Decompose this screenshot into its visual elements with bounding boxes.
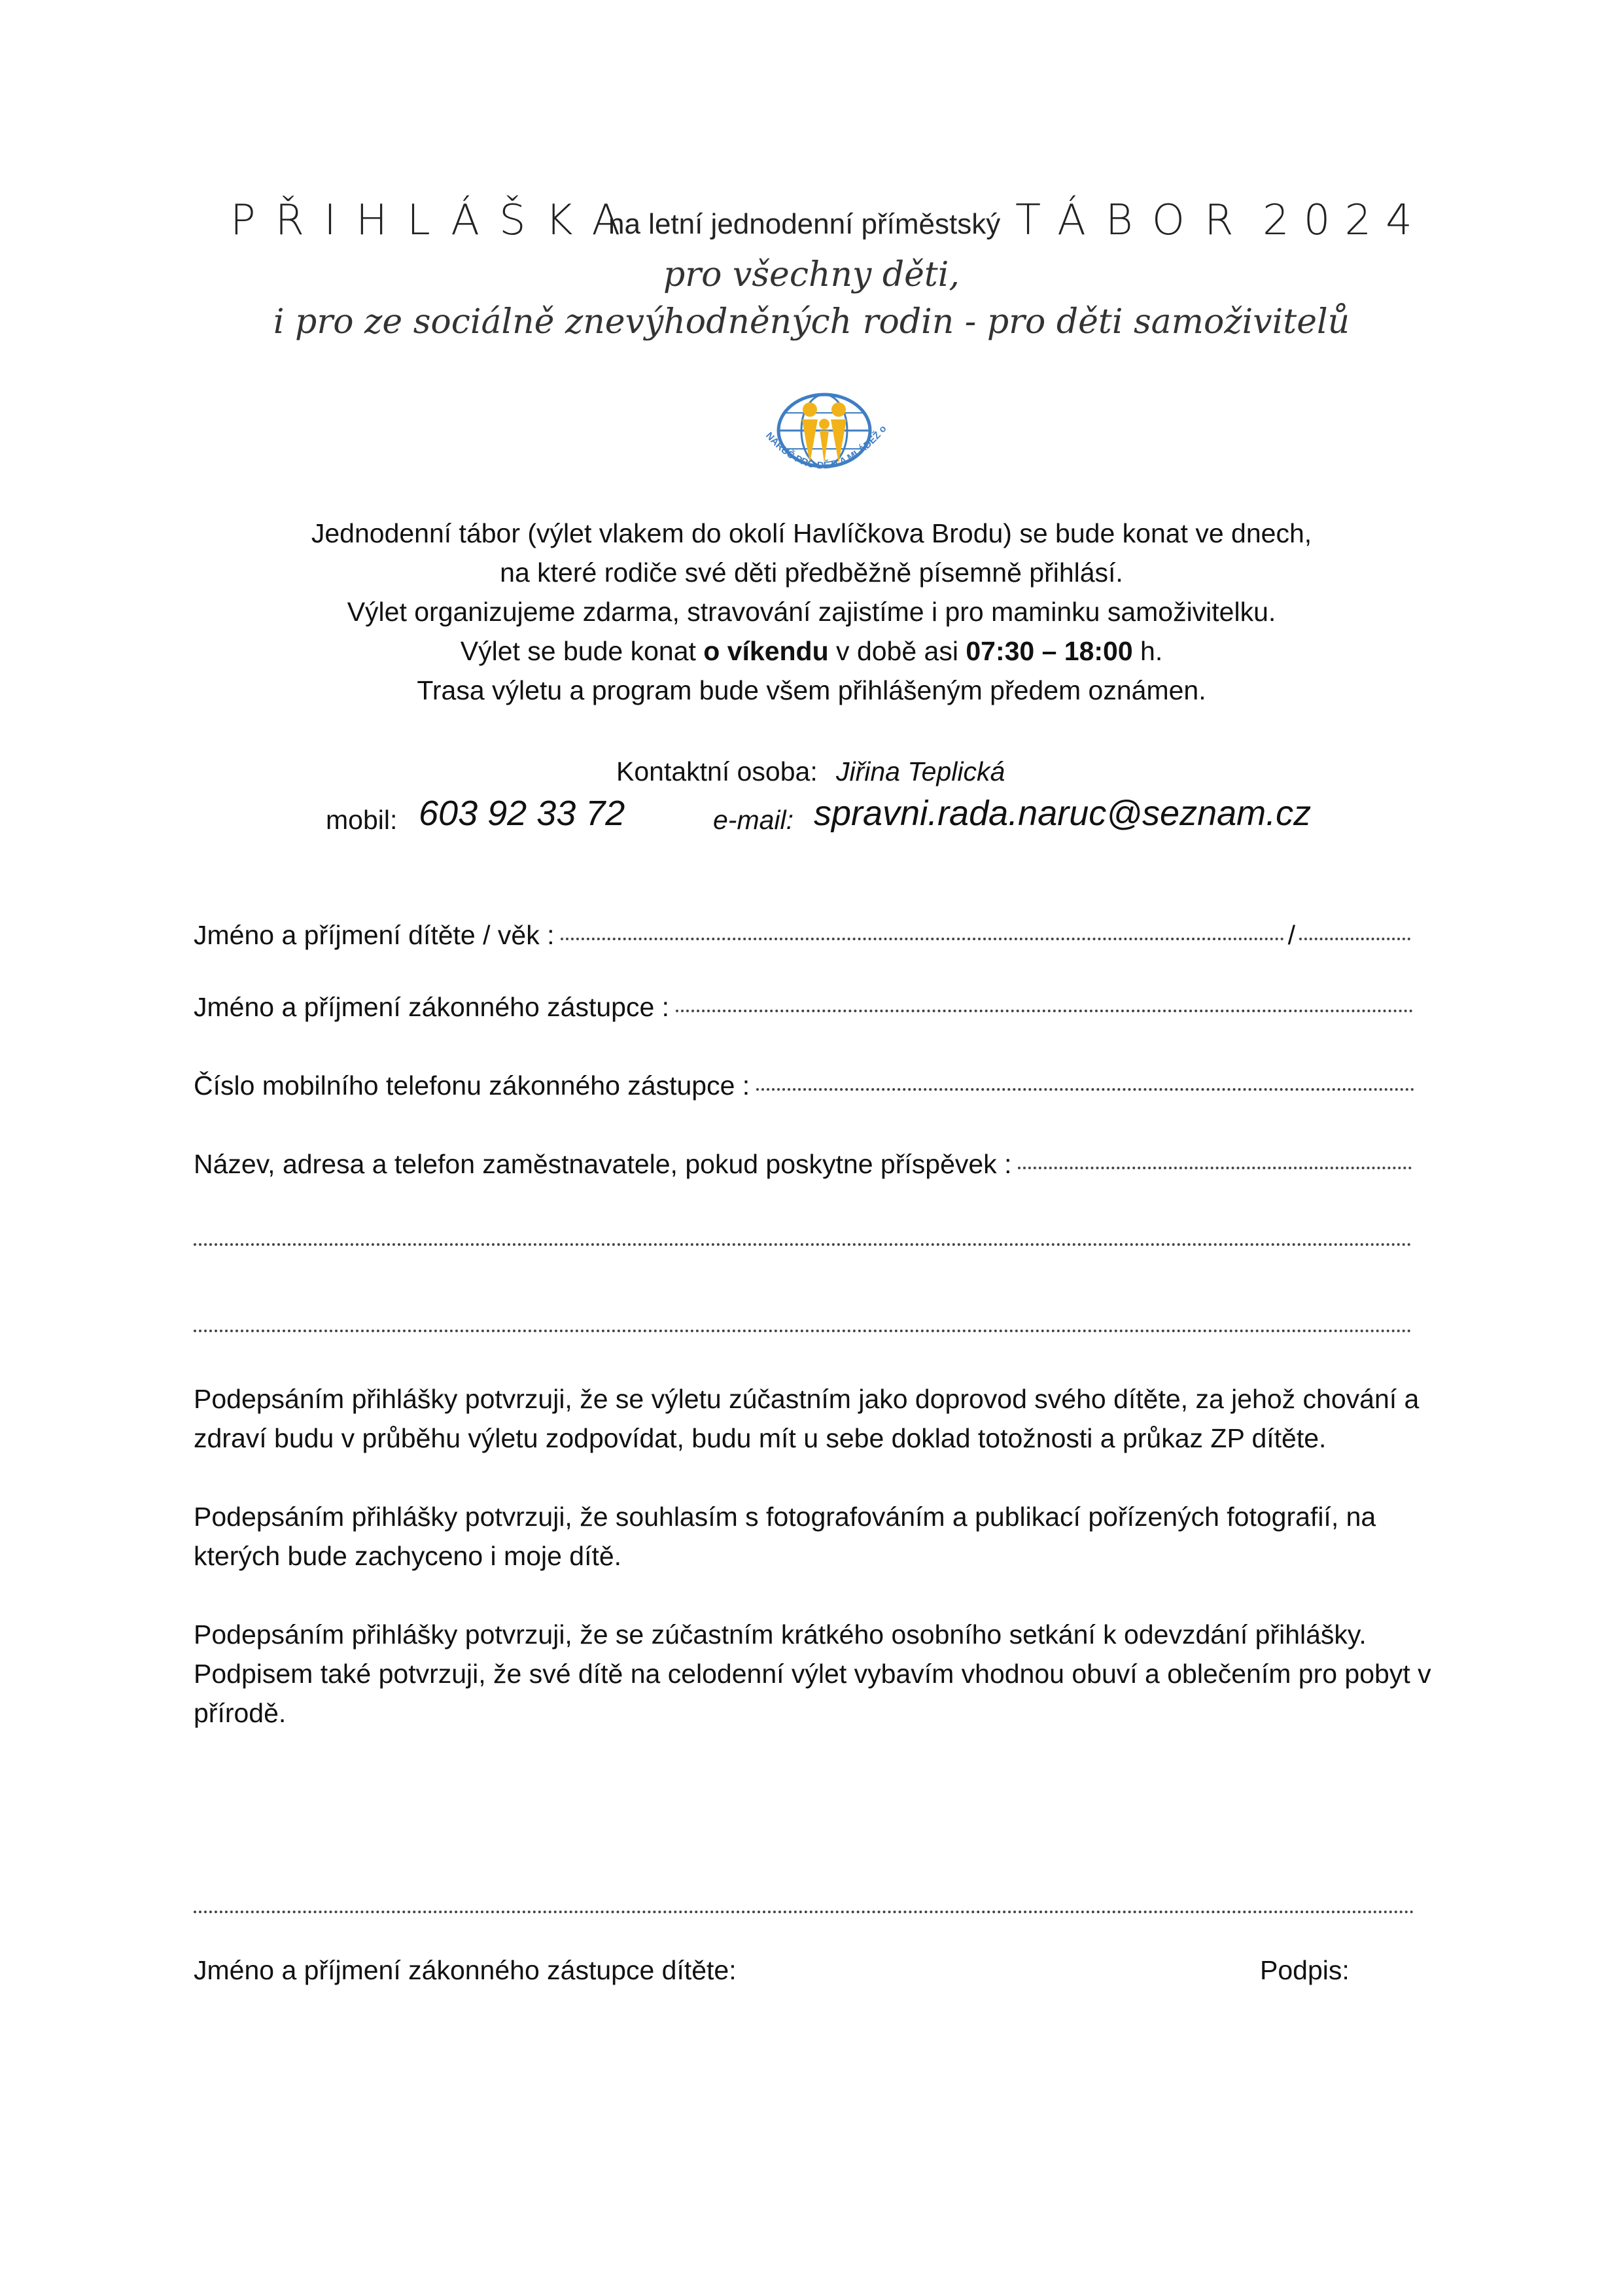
- field-phone-line[interactable]: [756, 1088, 1414, 1091]
- mobile-label: mobil:: [326, 805, 398, 835]
- contact-person-label: Kontaktní osoba:: [616, 756, 818, 786]
- subtitle-line1: pro všechny děti,: [663, 255, 960, 294]
- consent-paragraph-2: Podepsáním přihlášky potvrzuji, že souhlasím s fotografováním a publikací pořízených fotografií, na kterých bude zachyceno i moje dítě.: [194, 1502, 1376, 1571]
- intro-line5: Trasa výletu a program bude všem přihlášeným předem oznámen.: [417, 675, 1206, 705]
- subtitle-line2: i pro ze sociálně znevýhodněných rodin - pro děti samoživitelů: [273, 302, 1350, 342]
- intro-time: 07:30 – 18:00: [966, 636, 1133, 666]
- field-child-label: Jméno a příjmení dítěte / věk :: [194, 920, 555, 950]
- intro-line2: na které rodiče své děti předběžně písemně přihlásí.: [500, 557, 1123, 588]
- email-address[interactable]: spravni.rada.naruc@seznam.cz: [814, 794, 1312, 833]
- employer-extra-line-1[interactable]: [194, 1243, 1412, 1246]
- field-child-name-age[interactable]: [194, 920, 1410, 951]
- email-label: e-mail:: [713, 805, 794, 835]
- field-guardian-name[interactable]: [194, 992, 1413, 1023]
- intro-weekend: o víkendu: [703, 636, 829, 666]
- field-employer-line[interactable]: [1018, 1167, 1412, 1169]
- field-employer-label: Název, adresa a telefon zaměstnavatele, pokud poskytne příspěvek :: [194, 1149, 1012, 1179]
- organization-logo: [739, 390, 909, 488]
- title-tabor: TÁBOR: [1015, 196, 1253, 245]
- intro-line1: Jednodenní tábor (výlet vlakem do okolí Havlíčkova Brodu) se bude konat ve dnech,: [311, 518, 1312, 548]
- field-guardian-label: Jméno a příjmení zákonného zástupce :: [194, 992, 670, 1022]
- signature-sign-label: Podpis:: [1260, 1955, 1350, 1985]
- field-employer[interactable]: [194, 1149, 1412, 1180]
- field-child-name-line[interactable]: [561, 938, 1283, 940]
- mobile-number: 603 92 33 72: [419, 794, 625, 833]
- title-year: 2024: [1263, 196, 1427, 245]
- intro-line3: Výlet organizujeme zdarma, stravování zajistíme i pro maminku samoživitelku.: [347, 597, 1276, 627]
- field-phone-label: Číslo mobilního telefonu zákonného zástupce :: [194, 1070, 750, 1101]
- field-child-separator: /: [1287, 920, 1295, 950]
- intro-line4-a: Výlet se bude konat: [460, 636, 704, 666]
- intro-line4: [0, 632, 1623, 670]
- consent-paragraph-3: Podepsáním přihlášky potvrzuji, že se zúčastním krátkého osobního setkání k odevzdání přihlášky. Podpisem také potvrzuji, že své dítě na celodenní výlet vybavím vhodnou obuví a oblečením pro pobyt v přírodě.: [194, 1619, 1431, 1728]
- field-child-age-line[interactable]: [1299, 938, 1410, 940]
- signature-line[interactable]: [194, 1911, 1414, 1913]
- signature-name-label: Jméno a příjmení zákonného zástupce dítěte:: [194, 1955, 737, 1985]
- employer-extra-line-2[interactable]: [194, 1330, 1412, 1332]
- intro-line4-e: h.: [1132, 636, 1163, 666]
- field-guardian-phone[interactable]: [194, 1070, 1414, 1101]
- contact-person-name: Jiřina Teplická: [836, 756, 1005, 786]
- title-middle: na letní jednodenní příměstský: [608, 208, 1001, 240]
- logo-text: NARUČ PRO DĚTI A MLÁDEŽ o: [763, 423, 889, 472]
- intro-line4-c: v době asi: [828, 636, 966, 666]
- consent-paragraph-1: Podepsáním přihlášky potvrzuji, že se výletu zúčastním jako doprovod svého dítěte, za jehož chování a zdraví budu v průběhu výletu zodpovídat, budu mít u sebe doklad totožnosti a průkaz ZP dítěte.: [194, 1384, 1420, 1453]
- title-prihlaska: PŘIHLÁŠKA: [230, 196, 640, 245]
- field-guardian-line[interactable]: [676, 1010, 1413, 1012]
